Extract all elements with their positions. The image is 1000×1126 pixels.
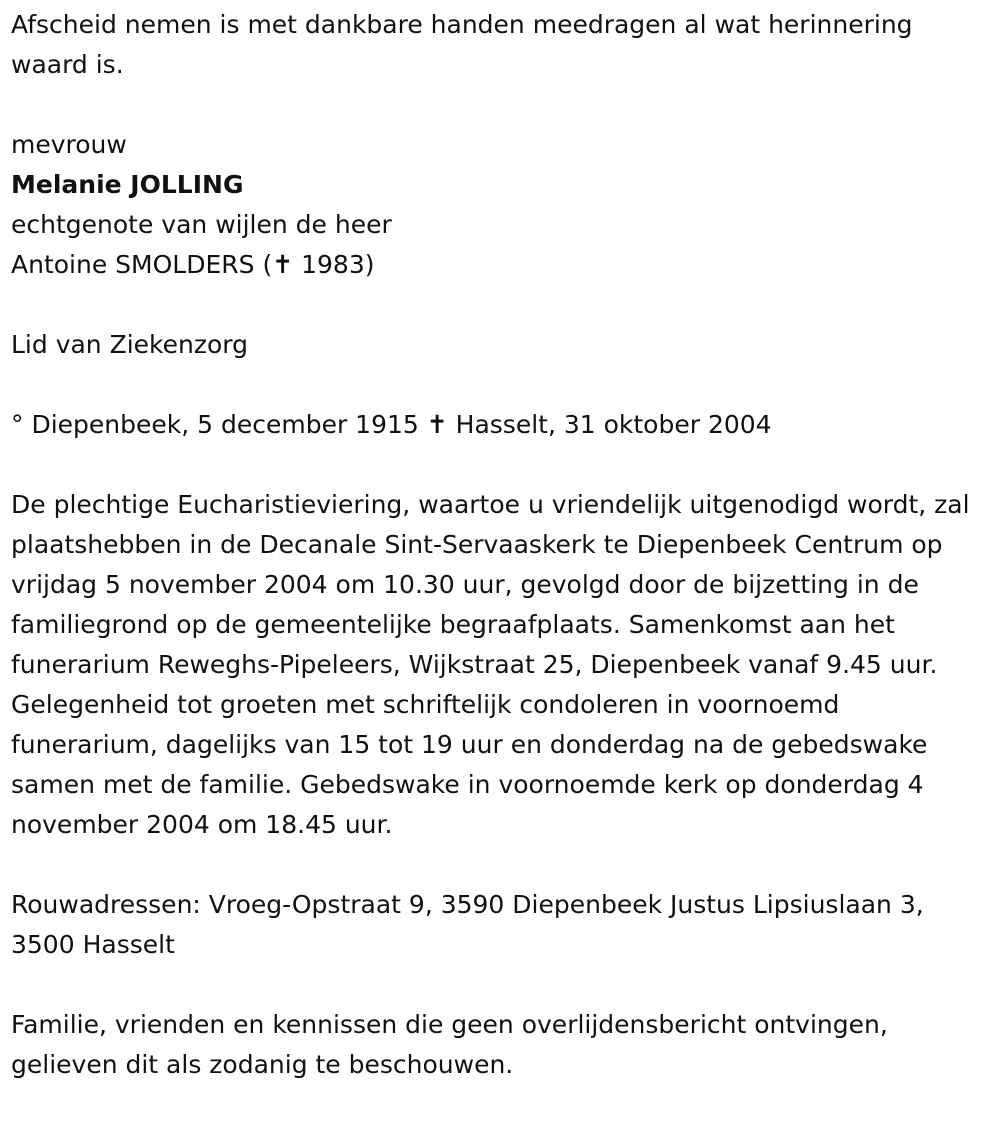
spacer [11, 85, 991, 125]
spacer [11, 965, 991, 1005]
spacer [11, 285, 991, 325]
title-prefix: mevrouw [11, 130, 127, 159]
deceased-name: Melanie JOLLING [11, 170, 244, 199]
cross-icon: ✝ [272, 250, 294, 279]
birth-info: ° Diepenbeek, 5 december 1915 [11, 410, 427, 439]
spacer [11, 445, 991, 485]
spouse-line: echtgenote van wijlen de heer [11, 210, 392, 239]
closing-note: Familie, vrienden en kennissen die geen overlijdensbericht ontvingen, gelieven dit als zodanig te beschouwen. [11, 1010, 888, 1079]
membership: Lid van Ziekenzorg [11, 330, 248, 359]
quote: Afscheid nemen is met dankbare handen meedragen al wat herinnering waard is. [11, 10, 913, 79]
ceremony-info: De plechtige Eucharistieviering, waartoe u vriendelijk uitgenodigd wordt, zal plaatshebben in de Decanale Sint-Servaaskerk te Diepenbeek Centrum op vrijdag 5 november 2004 om 10.30 uur, gevolgd door de bijzetting in de familiegrond op de gemeentelijke begraafplaats. Samenkomst aan het funerarium Reweghs-Pipeleers, Wijkstraat 25, Diepenbeek vanaf 9.45 uur. Gelegenheid tot groeten met schriftelijk condoleren in voornoemd funerarium, dagelijks van 15 tot 19 uur en donderdag na de gebedswake samen met de familie. Gebedswake in voornoemde kerk op donderdag 4 november 2004 om 18.45 uur. [11, 490, 970, 839]
spacer [11, 845, 991, 885]
spouse-death-year: 1983) [293, 250, 375, 279]
mourning-addresses: Rouwadressen: Vroeg-Opstraat 9, 3590 Diepenbeek Justus Lipsiuslaan 3, 3500 Hasselt [11, 890, 924, 959]
spouse-name-line [11, 245, 991, 285]
spacer [11, 365, 991, 405]
spouse-name: Antoine SMOLDERS ( [11, 250, 273, 279]
birth-death-line [11, 405, 991, 445]
death-info: Hasselt, 31 oktober 2004 [447, 410, 772, 439]
cross-icon: ✝ [426, 410, 448, 439]
